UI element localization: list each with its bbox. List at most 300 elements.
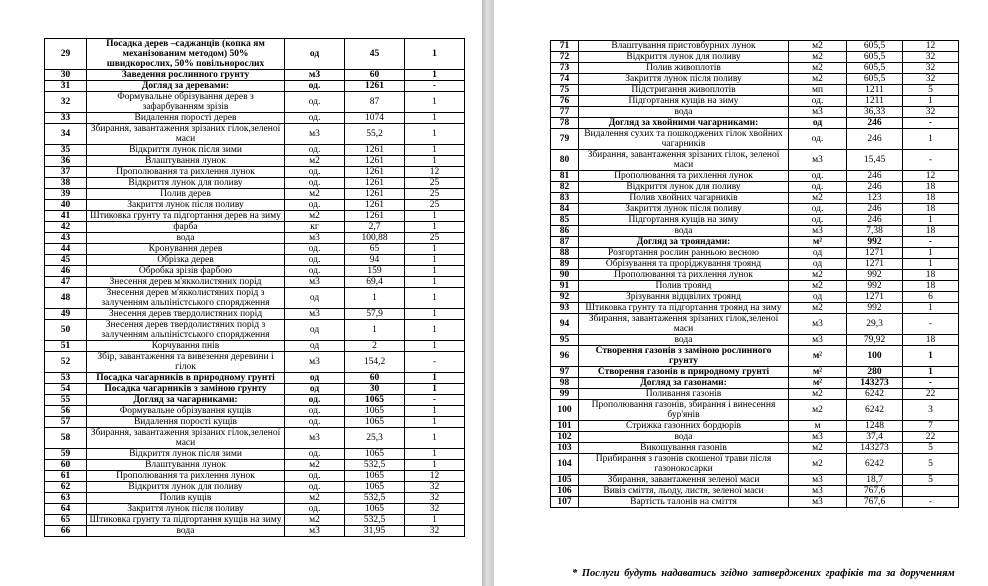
row-name: Закриття лунок після поливу xyxy=(579,74,789,85)
row-quantity: 1065 xyxy=(345,504,405,515)
table-row xyxy=(551,96,959,107)
table-row xyxy=(45,70,465,81)
row-number: 42 xyxy=(45,222,87,233)
row-number: 94 xyxy=(551,314,579,335)
row-frequency: 1 xyxy=(903,96,959,107)
row-number: 83 xyxy=(551,193,579,204)
row-frequency: 1 xyxy=(405,277,465,288)
row-unit: м2 xyxy=(285,156,345,167)
row-frequency: 1 xyxy=(405,211,465,222)
row-name: Догляд за газонами: xyxy=(579,378,789,389)
row-number: 78 xyxy=(551,118,579,129)
row-frequency: 1 xyxy=(903,129,959,150)
row-number: 95 xyxy=(551,335,579,346)
row-quantity: 1261 xyxy=(345,156,405,167)
table-row xyxy=(551,389,959,400)
row-unit: м² xyxy=(789,237,847,248)
row-frequency: 32 xyxy=(405,526,465,537)
row-number: 84 xyxy=(551,204,579,215)
row-frequency: 25 xyxy=(405,233,465,244)
row-quantity: 25,3 xyxy=(345,428,405,449)
row-quantity: 767,6 xyxy=(847,486,903,497)
row-number: 102 xyxy=(551,432,579,443)
row-unit: м2 xyxy=(285,460,345,471)
table-row xyxy=(551,335,959,346)
table-row xyxy=(45,244,465,255)
table-row xyxy=(45,288,465,309)
row-quantity: 1261 xyxy=(345,211,405,222)
row-unit: м² xyxy=(789,367,847,378)
services-table-right xyxy=(550,40,959,508)
row-frequency: 1 xyxy=(903,346,959,367)
row-number: 88 xyxy=(551,248,579,259)
row-number: 57 xyxy=(45,417,87,428)
row-number: 36 xyxy=(45,156,87,167)
row-name: Відкриття лунок для поливу xyxy=(579,182,789,193)
row-number: 92 xyxy=(551,292,579,303)
row-unit: од. xyxy=(789,182,847,193)
table-row xyxy=(551,204,959,215)
row-unit: од. xyxy=(285,178,345,189)
row-frequency xyxy=(903,486,959,497)
row-quantity: 246 xyxy=(847,215,903,226)
row-number: 33 xyxy=(45,113,87,124)
row-number: 80 xyxy=(551,150,579,171)
table-row xyxy=(45,233,465,244)
row-number: 48 xyxy=(45,288,87,309)
row-frequency: 25 xyxy=(405,200,465,211)
row-name: Прополювання та рихлення лунок xyxy=(87,471,285,482)
row-number: 71 xyxy=(551,41,579,52)
row-unit: од. xyxy=(285,471,345,482)
row-name: Зрізування відцвілих троянд xyxy=(579,292,789,303)
row-number: 52 xyxy=(45,352,87,373)
row-frequency: 32 xyxy=(903,63,959,74)
services-table-left xyxy=(44,38,465,537)
row-name: Збір, завантаження та вивезення деревини і гілок xyxy=(87,352,285,373)
row-name: Закриття лунок після поливу xyxy=(87,504,285,515)
row-name: Полив хвойних чагарників xyxy=(579,193,789,204)
document-page-left xyxy=(0,0,482,586)
row-number: 77 xyxy=(551,107,579,118)
table-row xyxy=(45,167,465,178)
row-quantity: 18,7 xyxy=(847,475,903,486)
table-row xyxy=(551,443,959,454)
row-unit: м² xyxy=(789,378,847,389)
row-frequency: 32 xyxy=(903,107,959,118)
row-number: 89 xyxy=(551,259,579,270)
row-quantity: 55,2 xyxy=(345,124,405,145)
row-number: 107 xyxy=(551,497,579,508)
table-row xyxy=(45,428,465,449)
row-name: Поливання газонів xyxy=(579,389,789,400)
row-unit: м2 xyxy=(789,193,847,204)
table-row xyxy=(551,182,959,193)
table-row xyxy=(45,384,465,395)
footnote: * Послуги будуть надаватись згідно затверджених графіків та за дорученням xyxy=(572,568,955,579)
row-quantity: 15,45 xyxy=(847,150,903,171)
row-number: 43 xyxy=(45,233,87,244)
row-name: Посадка чагарників з заміною грунту xyxy=(87,384,285,395)
table-row xyxy=(45,309,465,320)
table-row xyxy=(551,41,959,52)
row-number: 99 xyxy=(551,389,579,400)
row-unit: од. xyxy=(285,449,345,460)
row-quantity: 7,38 xyxy=(847,226,903,237)
table-row xyxy=(551,150,959,171)
row-quantity: 1261 xyxy=(345,200,405,211)
table-row xyxy=(551,259,959,270)
row-unit: од xyxy=(285,288,345,309)
table-row xyxy=(551,52,959,63)
row-name: Штиковка грунту та підгортання дерев на зиму xyxy=(87,211,285,222)
row-number: 100 xyxy=(551,400,579,421)
row-number: 82 xyxy=(551,182,579,193)
row-number: 63 xyxy=(45,493,87,504)
row-frequency: - xyxy=(405,81,465,92)
row-name: Створення газонів з заміною рослинного грунту xyxy=(579,346,789,367)
row-number: 86 xyxy=(551,226,579,237)
row-quantity: 6242 xyxy=(847,454,903,475)
table-row xyxy=(45,471,465,482)
table-row xyxy=(551,193,959,204)
row-frequency: 1 xyxy=(405,255,465,266)
row-quantity: 605,5 xyxy=(847,52,903,63)
row-frequency: 1 xyxy=(405,222,465,233)
row-frequency: 1 xyxy=(405,320,465,341)
row-unit: м2 xyxy=(285,493,345,504)
row-unit: мп xyxy=(789,85,847,96)
row-number: 44 xyxy=(45,244,87,255)
row-unit: м2 xyxy=(285,211,345,222)
table-row xyxy=(551,378,959,389)
row-unit: м3 xyxy=(285,428,345,449)
row-number: 50 xyxy=(45,320,87,341)
row-frequency: 1 xyxy=(405,156,465,167)
document-page-right xyxy=(494,0,988,586)
table-row xyxy=(551,421,959,432)
table-row xyxy=(45,482,465,493)
row-quantity: 1248 xyxy=(847,421,903,432)
row-name: Закриття лунок після поливу xyxy=(87,200,285,211)
row-name: Знесення дерев м'якколистяних порід xyxy=(87,277,285,288)
row-name: Кронування дерев xyxy=(87,244,285,255)
table-row xyxy=(45,156,465,167)
row-quantity: 79,92 xyxy=(847,335,903,346)
row-frequency: 32 xyxy=(405,504,465,515)
row-unit: м3 xyxy=(285,352,345,373)
table-row xyxy=(551,303,959,314)
row-frequency: 32 xyxy=(903,52,959,63)
row-number: 35 xyxy=(45,145,87,156)
table-row xyxy=(45,320,465,341)
row-unit: од. xyxy=(285,145,345,156)
table-row xyxy=(551,171,959,182)
table-row xyxy=(551,454,959,475)
row-unit: од. xyxy=(789,171,847,182)
row-number: 62 xyxy=(45,482,87,493)
row-name: Влаштування пристовбурних лунок xyxy=(579,41,789,52)
row-number: 38 xyxy=(45,178,87,189)
row-unit: м2 xyxy=(789,400,847,421)
row-number: 76 xyxy=(551,96,579,107)
row-frequency: 18 xyxy=(903,182,959,193)
table-row xyxy=(45,406,465,417)
row-quantity: 1261 xyxy=(345,81,405,92)
row-quantity: 1261 xyxy=(345,178,405,189)
table-row xyxy=(551,215,959,226)
table-row xyxy=(45,92,465,113)
row-quantity: 1 xyxy=(345,320,405,341)
row-unit: м2 xyxy=(789,281,847,292)
row-quantity: 2 xyxy=(345,341,405,352)
row-quantity: 532,5 xyxy=(345,460,405,471)
row-unit: од. xyxy=(285,255,345,266)
row-quantity: 992 xyxy=(847,270,903,281)
table-row xyxy=(45,449,465,460)
row-frequency: 1 xyxy=(405,145,465,156)
row-quantity: 154,2 xyxy=(345,352,405,373)
row-name: Полив кущів xyxy=(87,493,285,504)
row-unit: м3 xyxy=(789,314,847,335)
row-quantity: 1065 xyxy=(345,482,405,493)
row-unit: м3 xyxy=(285,70,345,81)
row-quantity: 6242 xyxy=(847,389,903,400)
row-number: 55 xyxy=(45,395,87,406)
row-name: Полив живоплотів xyxy=(579,63,789,74)
row-quantity: 605,5 xyxy=(847,41,903,52)
row-quantity: 1261 xyxy=(345,145,405,156)
table-row xyxy=(45,222,465,233)
row-unit: од. xyxy=(285,395,345,406)
table-row xyxy=(45,255,465,266)
row-name: вода xyxy=(579,226,789,237)
row-unit: од xyxy=(285,320,345,341)
row-number: 65 xyxy=(45,515,87,526)
row-quantity: 37,4 xyxy=(847,432,903,443)
row-unit: од. xyxy=(789,129,847,150)
row-name: Підстригання живоплотів xyxy=(579,85,789,96)
row-quantity: 1 xyxy=(345,288,405,309)
table-row xyxy=(45,39,465,70)
row-unit: од. xyxy=(285,92,345,113)
table-row xyxy=(551,486,959,497)
row-quantity: 1065 xyxy=(345,406,405,417)
row-unit: од. xyxy=(789,204,847,215)
row-name: Збирання, завантаження зрізаних гілок,зеленої маси xyxy=(579,314,789,335)
row-frequency: 25 xyxy=(405,189,465,200)
row-unit: од. xyxy=(789,96,847,107)
row-name: фарба xyxy=(87,222,285,233)
row-quantity: 6242 xyxy=(847,400,903,421)
row-unit: од xyxy=(285,39,345,70)
table-row xyxy=(551,432,959,443)
row-unit: од. xyxy=(285,417,345,428)
row-name: Знесення дерев твердолистяних порід з залученням альпіністського спорядження xyxy=(87,320,285,341)
row-frequency: 22 xyxy=(903,389,959,400)
row-name: Прибирання з газонів скошеної трави після газонокосарки xyxy=(579,454,789,475)
row-number: 40 xyxy=(45,200,87,211)
row-quantity: 1065 xyxy=(345,449,405,460)
row-unit: од xyxy=(789,259,847,270)
table-row xyxy=(45,200,465,211)
row-quantity: 31,95 xyxy=(345,526,405,537)
row-quantity: 246 xyxy=(847,204,903,215)
row-frequency: 1 xyxy=(405,515,465,526)
table-row xyxy=(45,504,465,515)
row-quantity: 532,5 xyxy=(345,515,405,526)
row-name: Знесення дерев м'якколистяних порід з залученням альпіністського спорядження xyxy=(87,288,285,309)
row-quantity: 60 xyxy=(345,70,405,81)
row-number: 98 xyxy=(551,378,579,389)
row-frequency: 5 xyxy=(903,85,959,96)
row-unit: м2 xyxy=(789,52,847,63)
row-name: Влаштування лунок xyxy=(87,460,285,471)
table-row xyxy=(551,400,959,421)
table-row xyxy=(551,475,959,486)
row-unit: м2 xyxy=(789,454,847,475)
row-number: 85 xyxy=(551,215,579,226)
row-frequency: 1 xyxy=(903,215,959,226)
row-quantity: 30 xyxy=(345,384,405,395)
row-number: 32 xyxy=(45,92,87,113)
table-row xyxy=(45,178,465,189)
row-quantity: 123 xyxy=(847,193,903,204)
row-unit: од xyxy=(285,373,345,384)
table-row xyxy=(551,107,959,118)
row-unit: м3 xyxy=(285,277,345,288)
row-frequency: 1 xyxy=(405,288,465,309)
row-frequency: 1 xyxy=(405,417,465,428)
row-unit: м3 xyxy=(789,475,847,486)
table-row xyxy=(551,367,959,378)
row-name: Прополювання та рихлення лунок xyxy=(87,167,285,178)
row-quantity: 1271 xyxy=(847,292,903,303)
row-name: Підгортання кущів на зиму xyxy=(579,215,789,226)
row-name: вода xyxy=(579,335,789,346)
row-name: Збирання, завантаження зеленої маси xyxy=(579,475,789,486)
table-row xyxy=(551,226,959,237)
table-row xyxy=(551,63,959,74)
row-unit: кг xyxy=(285,222,345,233)
table-row xyxy=(45,277,465,288)
row-quantity: 65 xyxy=(345,244,405,255)
row-frequency: 1 xyxy=(405,124,465,145)
row-name: Обрізка дерев xyxy=(87,255,285,266)
row-quantity: 36,33 xyxy=(847,107,903,118)
row-name: Відкриття лунок після зими xyxy=(87,449,285,460)
row-frequency: 18 xyxy=(903,281,959,292)
row-frequency: 1 xyxy=(405,460,465,471)
row-quantity: 143273 xyxy=(847,443,903,454)
row-name: вода xyxy=(87,233,285,244)
row-quantity: 246 xyxy=(847,182,903,193)
row-frequency: 1 xyxy=(903,367,959,378)
row-frequency: 1 xyxy=(405,70,465,81)
row-number: 39 xyxy=(45,189,87,200)
row-name: Формувальне обрізування дерев з зафарбуванням зрізів xyxy=(87,92,285,113)
row-frequency: - xyxy=(903,497,959,508)
row-unit: од. xyxy=(285,200,345,211)
row-frequency: 12 xyxy=(903,171,959,182)
row-quantity: 1261 xyxy=(345,167,405,178)
row-frequency: 18 xyxy=(903,193,959,204)
row-unit: од xyxy=(285,341,345,352)
row-quantity: 1271 xyxy=(847,259,903,270)
row-name: Обрізування та проріджування троянд xyxy=(579,259,789,270)
table-row xyxy=(45,266,465,277)
row-unit: м² xyxy=(789,346,847,367)
row-frequency: 12 xyxy=(903,41,959,52)
row-frequency: 1 xyxy=(405,309,465,320)
row-name: Догляд за чагарниками: xyxy=(87,395,285,406)
row-name: Прополювання газонів, збирання і винесення бур'янів xyxy=(579,400,789,421)
row-frequency: 5 xyxy=(903,475,959,486)
table-row xyxy=(45,373,465,384)
row-frequency: 5 xyxy=(903,443,959,454)
row-number: 97 xyxy=(551,367,579,378)
row-unit: од xyxy=(789,292,847,303)
row-number: 91 xyxy=(551,281,579,292)
row-frequency: 32 xyxy=(405,493,465,504)
row-name: Прополювання та рихлення лунок xyxy=(579,270,789,281)
row-unit: м3 xyxy=(285,124,345,145)
row-unit: м3 xyxy=(285,526,345,537)
row-number: 93 xyxy=(551,303,579,314)
row-name: Формувальне обрізування кущів xyxy=(87,406,285,417)
row-name: Влаштування лунок xyxy=(87,156,285,167)
row-quantity: 1211 xyxy=(847,96,903,107)
table-row xyxy=(551,118,959,129)
row-unit: од. xyxy=(285,406,345,417)
row-name: Стрижка газонних бордюрів xyxy=(579,421,789,432)
table-row xyxy=(551,281,959,292)
row-unit: од. xyxy=(285,244,345,255)
row-number: 106 xyxy=(551,486,579,497)
row-quantity: 246 xyxy=(847,118,903,129)
row-unit: м3 xyxy=(285,233,345,244)
row-quantity: 1211 xyxy=(847,85,903,96)
row-quantity: 100 xyxy=(847,346,903,367)
row-unit: м xyxy=(789,421,847,432)
row-name: Збирання, завантаження зрізаних гілок, зеленої маси xyxy=(579,150,789,171)
row-number: 34 xyxy=(45,124,87,145)
row-name: Вартість талонів на сміття xyxy=(579,497,789,508)
row-frequency: 1 xyxy=(405,113,465,124)
table-row xyxy=(551,292,959,303)
row-name: Догляд за трояндами: xyxy=(579,237,789,248)
row-number: 72 xyxy=(551,52,579,63)
table-row xyxy=(45,493,465,504)
row-frequency: 1 xyxy=(405,373,465,384)
row-number: 30 xyxy=(45,70,87,81)
row-unit: од xyxy=(789,248,847,259)
row-number: 74 xyxy=(551,74,579,85)
row-name: Полив троянд xyxy=(579,281,789,292)
row-frequency: 6 xyxy=(903,292,959,303)
row-quantity: 143273 xyxy=(847,378,903,389)
row-quantity: 1271 xyxy=(847,248,903,259)
table-row xyxy=(45,145,465,156)
row-quantity: 605,5 xyxy=(847,63,903,74)
row-quantity: 1065 xyxy=(345,417,405,428)
row-frequency: 1 xyxy=(405,384,465,395)
row-frequency: 18 xyxy=(903,226,959,237)
row-quantity: 69,4 xyxy=(345,277,405,288)
row-unit: м3 xyxy=(789,486,847,497)
page-gap xyxy=(482,0,494,586)
row-frequency: 1 xyxy=(405,341,465,352)
